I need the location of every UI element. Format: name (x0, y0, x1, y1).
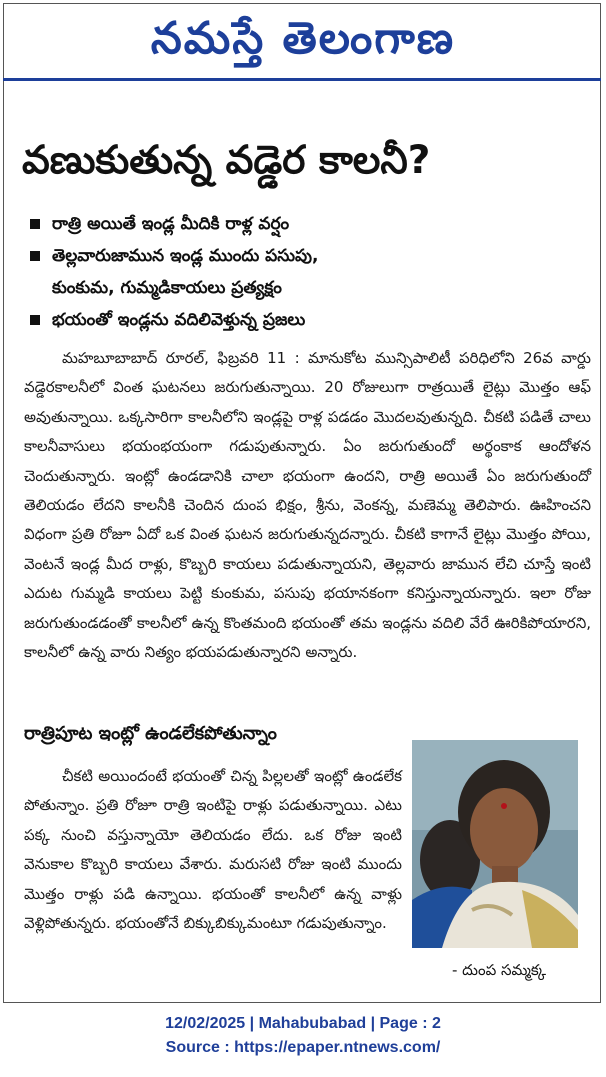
bullet-item (14, 304, 599, 336)
bullet-text: భయంతో ఇండ్లను వదిలివెళ్తున్న ప్రజలు (52, 310, 306, 330)
source-footer (0, 1012, 606, 1060)
article-headline: వణుకుతున్న వడ్డెర కాలనీ? (22, 138, 431, 183)
quote-signature: - దుంప సమ్మక్క (452, 961, 546, 979)
bullet-text-continued: కుంకుమ, గుమ్మడికాయలు ప్రత్యక్షం (52, 278, 282, 298)
bullet-square-icon (30, 251, 40, 261)
person-photo (412, 740, 578, 948)
bullet-item (14, 208, 599, 240)
newspaper-masthead: నమస్తే తెలంగాణ (150, 13, 456, 64)
quote-body: చీకటి అయిందంటే భయంతో చిన్న పిల్లలతో ఇంట్లో ఉండలేక పోతున్నాం. ప్రతి రోజూ రాత్రి ఇంటిపై రాళ్లు పడుతున్నాయి. ఎటు పక్క నుంచి వస్తున్నాయో తెలియడం లేదు. ఒక రోజు ఇంటి వెనుకాల కొబ్బరి కాయలు వేశారు. మరుసటి రోజు ఇంటి ముందు మొత్తం రాళ్లు పడి ఉన్నాయి. భయంతో కాలనీలో ఉన్న వాళ్లు వెళ్లిపోతున్నరు. భయంతోనే బిక్కుబిక్కుమంటూ గడుపుతున్నాం. (24, 767, 402, 933)
bullet-item (14, 240, 599, 304)
footer-source-link[interactable]: Source : https://epaper.ntnews.com/ (165, 1039, 441, 1056)
article-body: మహబూబాబాద్ రూరల్, ఫిబ్రవరి 11 : మానుకోట మున్సిపాలిటీ పరిధిలోని 26వ వార్డు వడ్డెరకాలనీలో వింత ఘటనలు జరుగుతున్నాయి. 20 రోజులుగా రాత్రయితే లైట్లు మొత్తం ఆఫ్ అవుతున్నాయి. ఒక్కసారిగా కాలనీలోని ఇండ్లపై రాళ్ల పడడం మొదలవుతున్నది. చీకటి పడితే చాలు కాలనీవాసులు భయంభయంగా గడుపుతున్నారు. ఏం జరుగుతుందో అర్థంకాక ఆందోళన చెందుతున్నారు. ఇంట్లో ఉండడానికి చాలా భయంగా ఉందని, రాత్రి అయితే ఏం జరుగుతుందో తెలియడం లేదని కాలనీకి చెందిన దుంప భిక్షం, శ్రీను, వెంకన్న, మణెమ్మ తెలిపారు. ఊహించని విధంగా ప్రతి రోజూ ఏదో ఒక వింత ఘటన జరుగుతున్నదన్నారు. చీకటి కాగానే లైట్లు మొత్తం పోయి, వెంటనే ఇండ్ల మీద రాళ్లు, కొబ్బరి కాయలు పడుతున్నాయని, తెల్లవారు జామున లేచి చూస్తే ఇంటి ఎదుట గుమ్మడి కాయలు పెట్టి కుంకుమ, పసుపు భయానకంగా కనిస్తున్నాయన్నారు. ఇలా రోజు జరుగుతుండడంతో కాలనీలో ఉన్న కొంతమంది భయంతో తమ ఇండ్లను వదిలి వేరే ఊరికిపోయారని, కాలనీలో ఉన్న వారు నిత్యం భయపడుతున్నారని అన్నారు. (24, 349, 591, 662)
bullet-square-icon (30, 315, 40, 325)
highlight-bullets (14, 208, 599, 336)
bullet-text: తెల్లవారుజామున ఇండ్ల ముందు పసుపు, (52, 246, 319, 266)
footer-date-edition: 12/02/2025 | Mahabubabad | Page : 2 (165, 1015, 441, 1032)
person-photo-illustration (412, 740, 578, 948)
bullet-text: రాత్రి అయితే ఇండ్ల మీదికి రాళ్ల వర్షం (52, 214, 290, 234)
bullet-square-icon (30, 219, 40, 229)
article-subhead: రాత్రిపూట ఇంట్లో ఉండలేకపోతున్నాం (24, 723, 277, 744)
masthead-rule (3, 78, 601, 81)
